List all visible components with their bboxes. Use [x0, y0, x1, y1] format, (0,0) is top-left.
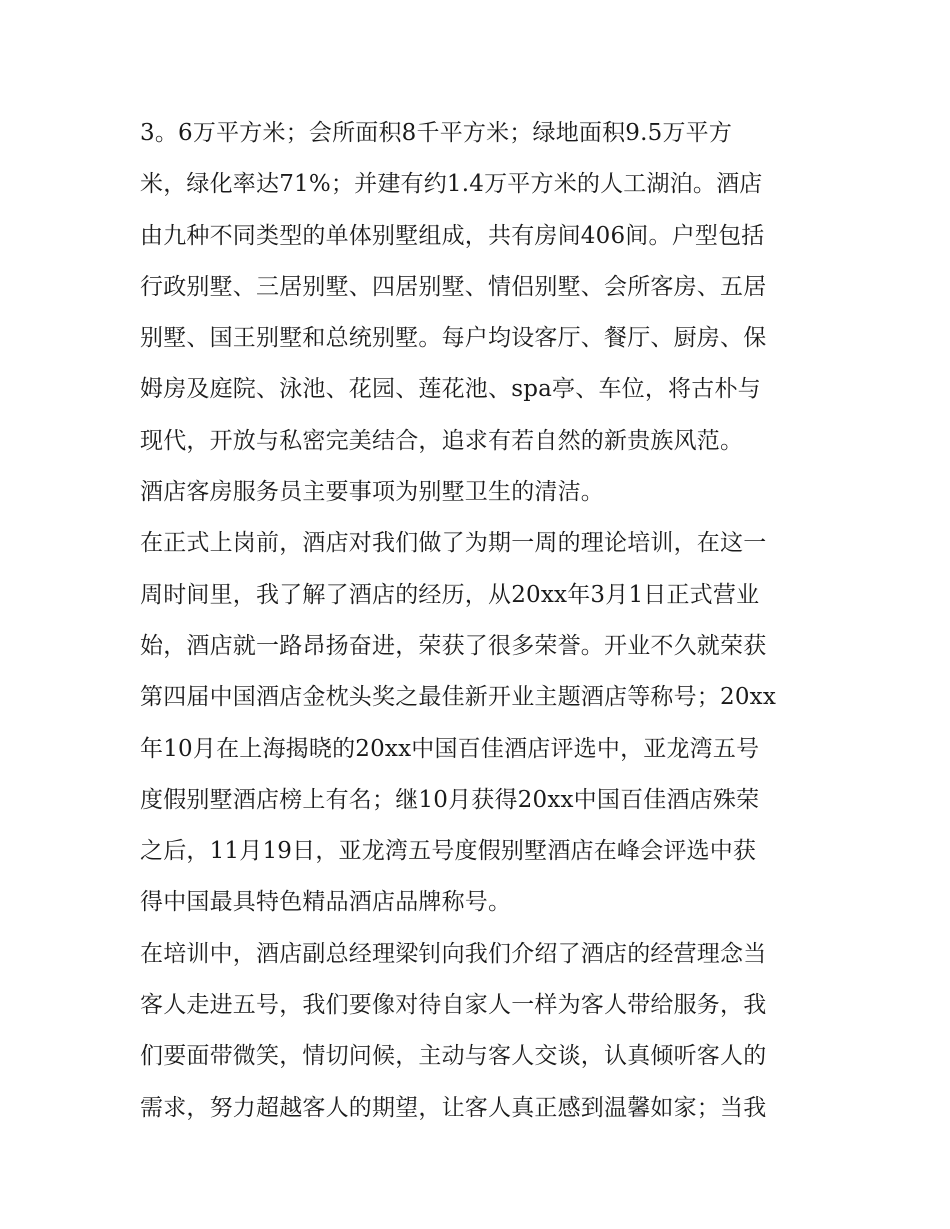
text-line: 3。6万平方米；会所面积8千平方米；绿地面积9.5万平方: [140, 120, 733, 146]
text-line: 们要面带微笑，情切问候，主动与客人交谈，认真倾听客人的: [140, 1043, 767, 1070]
paragraph-service-philosophy: [140, 929, 815, 1134]
text-line: 由九种不同类型的单体别墅组成，共有房间406间。户型包括: [140, 222, 765, 249]
text-line: 得中国最具特色精品酒店品牌称号。: [140, 889, 512, 916]
text-line: 周时间里，我了解了酒店的经历，从20xx年3月1日正式营业: [140, 581, 760, 608]
text-line: 在培训中，酒店副总经理梁钊向我们介绍了酒店的经营理念当: [140, 940, 767, 967]
document-body: [140, 108, 815, 1134]
text-line: 在正式上岗前，酒店对我们做了为期一周的理论培训，在这一: [140, 530, 767, 557]
text-line: 行政别墅、三居别墅、四居别墅、情侣别墅、会所客房、五居: [140, 273, 767, 300]
text-line: 年10月在上海揭晓的20xx中国百佳酒店评选中，亚龙湾五号: [140, 735, 760, 762]
text-line: 现代，开放与私密完美结合，追求有若自然的新贵族风范。: [140, 427, 744, 454]
text-line: 之后，11月19日，亚龙湾五号度假别墅酒店在峰会评选中获: [140, 838, 757, 865]
text-line: 酒店客房服务员主要事项为别墅卫生的清洁。: [140, 479, 604, 506]
text-line: 第四届中国酒店金枕头奖之最佳新开业主题酒店等称号；20xx: [140, 684, 777, 711]
paragraph-training-history: [140, 518, 815, 928]
text-line: 别墅、国王别墅和总统别墅。每户均设客厅、餐厅、厨房、保: [140, 325, 767, 352]
text-line: 需求，努力超越客人的期望，让客人真正感到温馨如家；当我: [140, 1094, 767, 1121]
text-line: 始，酒店就一路昂扬奋进，荣获了很多荣誉。开业不久就荣获: [140, 632, 767, 659]
text-line: 姆房及庭院、泳池、花园、莲花池、spa亭、车位，将古朴与: [140, 376, 761, 403]
paragraph-duties: [140, 467, 815, 518]
text-line: 客人走进五号，我们要像对待自家人一样为客人带给服务，我: [140, 992, 767, 1019]
text-line: 米，绿化率达71%；并建有约1.4万平方米的人工湖泊。酒店: [140, 171, 763, 198]
text-line: 度假别墅酒店榜上有名；继10月获得20xx中国百佳酒店殊荣: [140, 786, 760, 813]
paragraph-villa-description: [140, 108, 815, 467]
